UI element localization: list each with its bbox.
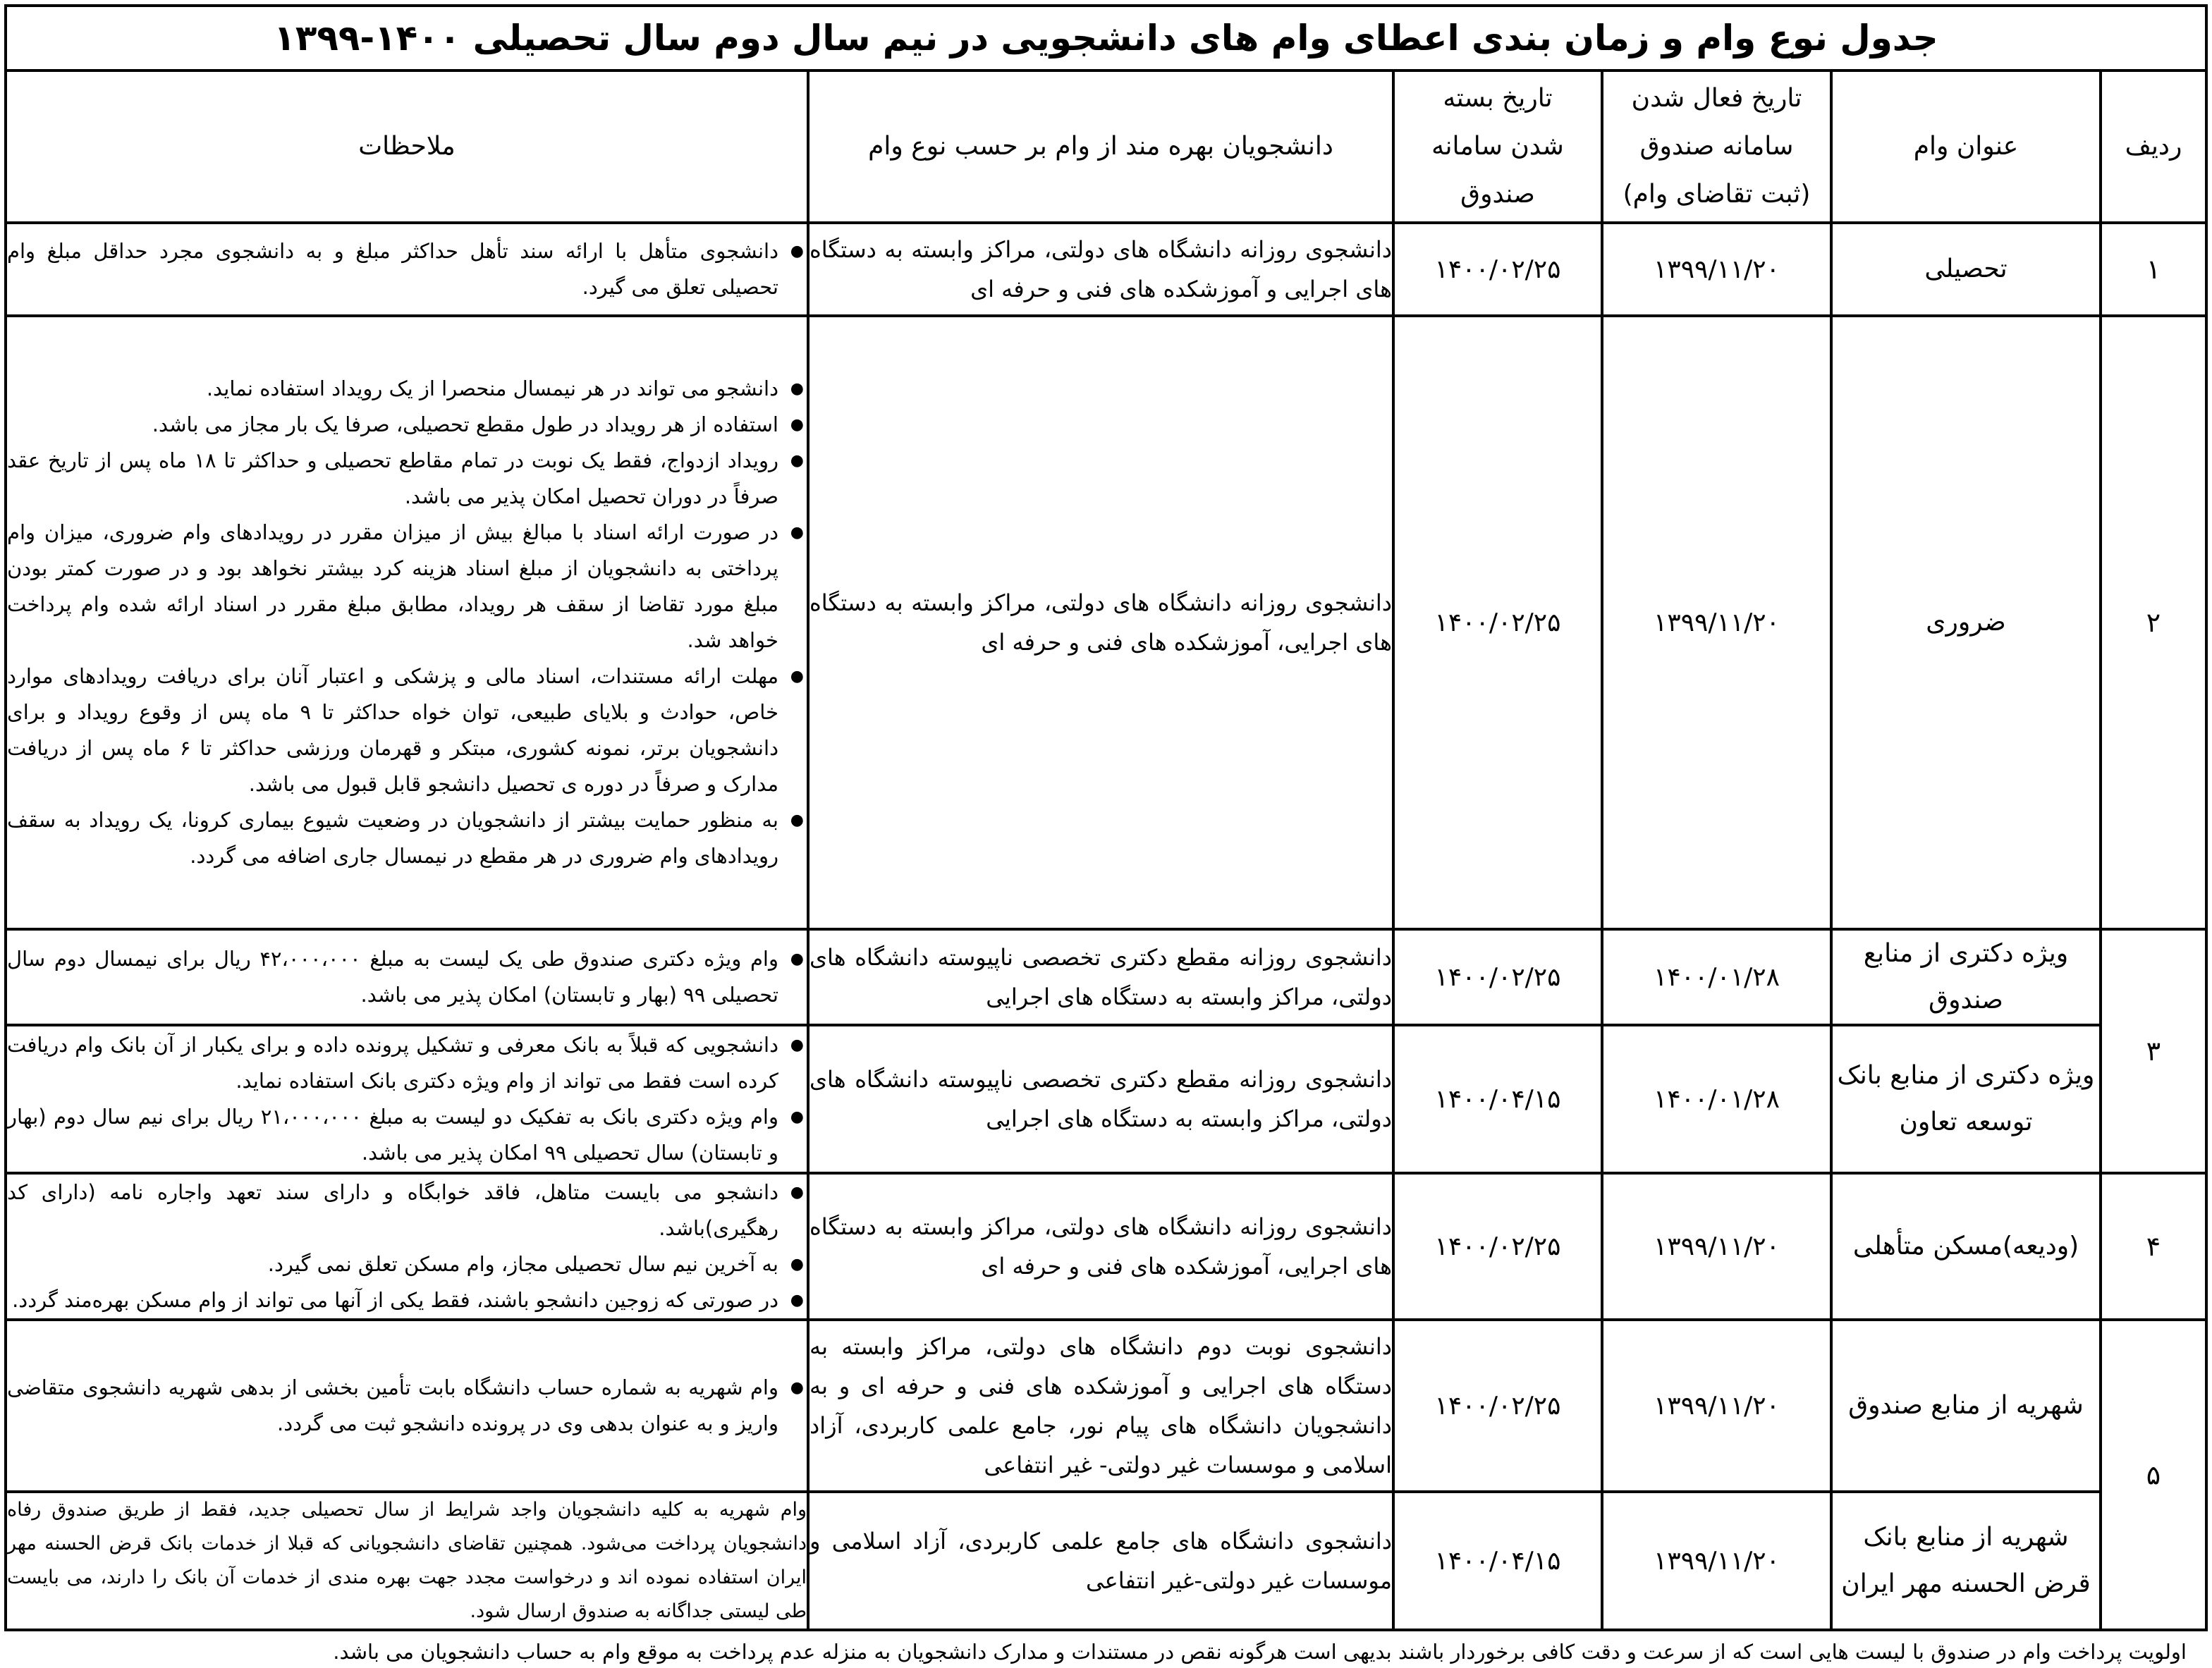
close-date: ۱۴۰۰/۰۲/۲۵ xyxy=(1393,929,1602,1025)
header-open-date: تاریخ فعال شدن سامانه صندوق (ثبت تقاضای وام) xyxy=(1602,70,1831,223)
table-row xyxy=(6,1320,2206,1492)
notes xyxy=(6,1173,808,1320)
note-item: ● دانشجوی متأهل با ارائه سند تأهل حداکثر مبلغ و به دانشجوی مجرد حداقل مبلغ وام تحصیلی تعلق می گیرد. xyxy=(7,233,778,305)
open-date: ۱۳۹۹/۱۱/۲۰ xyxy=(1602,316,1831,929)
close-date: ۱۴۰۰/۰۲/۲۵ xyxy=(1393,223,1602,316)
row-index: ۳ xyxy=(2101,929,2206,1173)
loan-schedule-table xyxy=(4,4,2208,1631)
header-loan-title: عنوان وام xyxy=(1831,70,2101,223)
eligible-students: دانشجوی روزانه دانشگاه های دولتی، مراکز وابسته به دستگاه های اجرایی و آموزشکده های فنی و حرفه ای xyxy=(808,223,1393,316)
eligible-students: دانشجوی روزانه دانشگاه های دولتی، مراکز وابسته به دستگاه های اجرایی، آموزشکده های فنی و حرفه ای xyxy=(808,316,1393,929)
notes xyxy=(6,929,808,1025)
note-item: ● به منظور حمایت بیشتر از دانشجویان در وضعیت شیوع بیماری کرونا، یک رویداد به سقف رویدادهای وام ضروری در هر مقطع در نیمسال جاری اضافه می گردد. xyxy=(7,802,778,874)
open-date: ۱۴۰۰/۰۱/۲۸ xyxy=(1602,929,1831,1025)
row-index: ۵ xyxy=(2101,1320,2206,1630)
note-item: ● رویداد ازدواج، فقط یک نوبت در تمام مقاطع تحصیلی و حداکثر تا ۱۸ ماه پس از تاریخ عقد صرفاً در دوران تحصیل امکان پذیر می باشد. xyxy=(7,443,778,515)
footnote: اولویت پرداخت وام در صندوق با لیست هایی است که از سرعت و دقت کافی برخوردار باشند بدیهی است هرگونه نقص در مستندات و مدارک دانشجویان به منزله عدم پرداخت به موقع وام به حساب دانشجویان می باشد. xyxy=(333,1640,2187,1664)
open-date: ۱۳۹۹/۱۱/۲۰ xyxy=(1602,1492,1831,1630)
notes: وام شهریه به کلیه دانشجویان واجد شرایط از سال تحصیلی جدید، فقط از طریق صندوق رفاه دانشجویان پرداخت می‌شود. همچنین تقاضای دانشجویانی که قبلا از خدمات بانک قرض الحسنه مهر ایران استفاده نموده اند و درخواست مجدد جهت بهره مندی از خدمات آن بانک را دارند، می بایست طی لیستی جداگانه به صندوق ارسال شود. xyxy=(6,1492,808,1630)
table-row xyxy=(6,1025,2206,1173)
note-item: ● مهلت ارائه مستندات، اسناد مالی و پزشکی و اعتبار آنان برای دریافت رویدادهای موارد خاص، حوادث و بلایای طبیعی، توان خواه حداکثر تا ۹ ماه پس از وقوع رویداد و برای دانشجویان برتر، نمونه کشوری، مبتکر و قهرمان ورزشی حداکثر تا ۶ ماه پس از دریافت مدارک و صرفاً در دوره ی تحصیل دانشجو قابل قبول می باشد. xyxy=(7,658,778,802)
notes xyxy=(6,1320,808,1492)
header-notes: ملاحظات xyxy=(6,70,808,223)
loan-title: ویژه دکتری از منابع بانک توسعه تعاون xyxy=(1831,1025,2101,1173)
eligible-students: دانشجوی روزانه مقطع دکتری تخصصی ناپیوسته دانشگاه های دولتی، مراکز وابسته به دستگاه های اجرایی xyxy=(808,929,1393,1025)
row-index: ۴ xyxy=(2101,1173,2206,1320)
table-row xyxy=(6,223,2206,316)
loan-title: (ودیعه)مسکن متأهلی xyxy=(1831,1173,2101,1320)
notes xyxy=(6,223,808,316)
note-item: ● دانشجویی که قبلاً به بانک معرفی و تشکیل پرونده داده و برای یکبار از آن بانک وام دریافت کرده است فقط می تواند از وام ویژه دکتری بانک استفاده نماید. xyxy=(7,1027,778,1099)
open-date: ۱۳۹۹/۱۱/۲۰ xyxy=(1602,223,1831,316)
note-item: ● وام ویژه دکتری صندوق طی یک لیست به مبلغ ۴۲،۰۰۰،۰۰۰ ریال برای نیمسال دوم سال تحصیلی ۹۹ (بهار و تابستان) امکان پذیر می باشد. xyxy=(7,941,778,1013)
loan-title: ویژه دکتری از منابع صندوق xyxy=(1831,929,2101,1025)
loan-title: شهریه از منابع بانک قرض الحسنه مهر ایران xyxy=(1831,1492,2101,1630)
note-item: ● استفاده از هر رویداد در طول مقطع تحصیلی، صرفا یک بار مجاز می باشد. xyxy=(7,407,778,443)
header-eligible-students: دانشجویان بهره مند از وام بر حسب نوع وام xyxy=(808,70,1393,223)
loan-title: شهریه از منابع صندوق xyxy=(1831,1320,2101,1492)
open-date: ۱۳۹۹/۱۱/۲۰ xyxy=(1602,1320,1831,1492)
close-date: ۱۴۰۰/۰۲/۲۵ xyxy=(1393,1173,1602,1320)
open-date: ۱۴۰۰/۰۱/۲۸ xyxy=(1602,1025,1831,1173)
loan-title: ضروری xyxy=(1831,316,2101,929)
eligible-students: دانشجوی دانشگاه های جامع علمی کاربردی، آزاد اسلامی و موسسات غیر دولتی-غیر انتفاعی xyxy=(808,1492,1393,1630)
table-row xyxy=(6,929,2206,1025)
eligible-students: دانشجوی نوبت دوم دانشگاه های دولتی، مراکز وابسته به دستگاه های اجرایی و آموزشکده های فنی و حرفه ای و به دانشجویان دانشگاه های پیام نور، جامع علمی کاربردی، آزاد اسلامی و موسسات غیر دولتی- غیر انتفاعی xyxy=(808,1320,1393,1492)
note-item: ● در صورتی که زوجین دانشجو باشند، فقط یکی از آنها می تواند از وام مسکن بهره‌مند گردد. xyxy=(7,1282,778,1318)
close-date: ۱۴۰۰/۰۲/۲۵ xyxy=(1393,316,1602,929)
note-item: ● وام ویژه دکتری بانک به تفکیک دو لیست به مبلغ ۲۱،۰۰۰،۰۰۰ ریال برای نیم سال دوم (بهار و تابستان) سال تحصیلی ۹۹ امکان پذیر می باشد. xyxy=(7,1099,778,1171)
note-item: ● در صورت ارائه اسناد با مبالغ بیش از میزان مقرر در رویدادهای وام ضروری، میزان وام پرداختی به دانشجویان از مبلغ اسناد هزینه کرد بیشتر نخواهد بود و در صورت کمتر بودن مبلغ مورد تقاضا از سقف هر رویداد، مطابق مبلغ مقرر در اسناد ارائه شده وام پرداخت خواهد شد. xyxy=(7,515,778,658)
loan-title: تحصیلی xyxy=(1831,223,2101,316)
note-item: ● به آخرین نیم سال تحصیلی مجاز، وام مسکن تعلق نمی گیرد. xyxy=(7,1246,778,1282)
table-row xyxy=(6,1492,2206,1630)
close-date: ۱۴۰۰/۰۲/۲۵ xyxy=(1393,1320,1602,1492)
eligible-students: دانشجوی روزانه مقطع دکتری تخصصی ناپیوسته دانشگاه های دولتی، مراکز وابسته به دستگاه های اجرایی xyxy=(808,1025,1393,1173)
eligible-students: دانشجوی روزانه دانشگاه های دولتی، مراکز وابسته به دستگاه های اجرایی، آموزشکده های فنی و حرفه ای xyxy=(808,1173,1393,1320)
note-item: ● دانشجو می بایست متاهل، فاقد خوابگاه و دارای سند تعهد واجاره نامه (دارای کد رهگیری)باشد. xyxy=(7,1175,778,1246)
table-row xyxy=(6,316,2206,929)
note-item: ● دانشجو می تواند در هر نیمسال منحصرا از یک رویداد استفاده نماید. xyxy=(7,371,778,407)
row-index: ۲ xyxy=(2101,316,2206,929)
close-date: ۱۴۰۰/۰۴/۱۵ xyxy=(1393,1492,1602,1630)
notes xyxy=(6,1025,808,1173)
notes xyxy=(6,316,808,929)
row-index: ۱ xyxy=(2101,223,2206,316)
note-item: ● وام شهریه به شماره حساب دانشگاه بابت تأمین بخشی از بدهی شهریه دانشجوی متقاضی واریز و به عنوان بدهی وی در پرونده دانشجو ثبت می گردد. xyxy=(7,1370,778,1442)
close-date: ۱۴۰۰/۰۴/۱۵ xyxy=(1393,1025,1602,1173)
open-date: ۱۳۹۹/۱۱/۲۰ xyxy=(1602,1173,1831,1320)
table-row xyxy=(6,1173,2206,1320)
header-index: ردیف xyxy=(2101,70,2206,223)
table-title: جدول نوع وام و زمان بندی اعطای وام های دانشجویی در نیم سال دوم سال تحصیلی ۱۴۰۰-۱۳۹۹ xyxy=(6,6,2206,70)
header-close-date: تاریخ بسته شدن سامانه صندوق xyxy=(1393,70,1602,223)
